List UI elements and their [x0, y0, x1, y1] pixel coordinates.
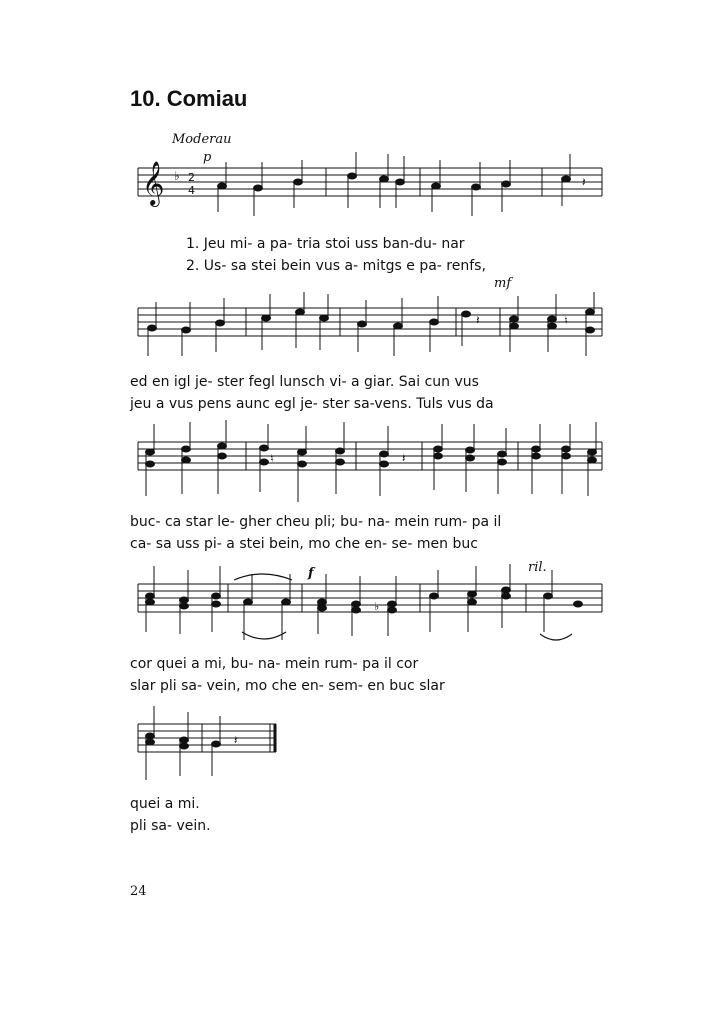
music-staff-1	[130, 146, 610, 226]
lyrics-line-5b: pli sa- vein.	[130, 818, 211, 834]
dynamic-f: f	[308, 566, 314, 581]
rest-icon: 𝄽	[582, 175, 586, 189]
natural-icon: ♮	[270, 452, 274, 465]
lyrics-line-1a: 1. Jeu mi- a pa- tria stoi uss ban-du- nar	[186, 236, 465, 252]
lyrics-line-4a: cor quei a mi, bu- na- mein rum- pa il cor	[130, 656, 419, 672]
dynamic-p: p	[203, 150, 212, 165]
time-signature-top: 2	[188, 171, 195, 184]
time-signature-bottom: 4	[188, 184, 195, 197]
lyrics-line-3b: ca- sa uss pi- a stei bein, mo che en- se- men buc	[130, 536, 478, 552]
song-title: 10. Comiau	[130, 86, 248, 111]
flat-icon: ♭	[174, 169, 180, 183]
flat-icon: ♭	[374, 600, 380, 613]
music-staff-5	[130, 700, 290, 790]
rest-icon: 𝄽	[234, 733, 238, 747]
dynamic-mf: mf	[494, 276, 512, 291]
rest-icon: 𝄽	[402, 451, 406, 465]
natural-icon: ♮	[564, 314, 568, 327]
tempo-marking: Moderau	[172, 132, 232, 147]
lyrics-line-1b: 2. Us- sa stei bein vus a- mitgs e pa- renfs,	[186, 258, 486, 274]
treble-clef-icon: 𝄞	[142, 161, 165, 205]
lyrics-line-2a: ed en igl je- ster fegl lunsch vi- a giar. Sai cun vus	[130, 374, 479, 390]
rest-icon: 𝄽	[476, 313, 480, 327]
lyrics-line-2b: jeu a vus pens aunc egl je- ster sa-vens. Tuls vus da	[130, 396, 494, 412]
music-staff-4	[130, 560, 610, 650]
lyrics-line-5a: quei a mi.	[130, 796, 200, 812]
dynamic-ril: ril.	[528, 560, 547, 575]
music-staff-3	[130, 418, 610, 506]
music-staff-2	[130, 290, 610, 370]
lyrics-line-4b: slar pli sa- vein, mo che en- sem- en buc slar	[130, 678, 445, 694]
lyrics-line-3a: buc- ca star le- gher cheu pli; bu- na- mein rum- pa il	[130, 514, 502, 530]
page-number: 24	[130, 884, 147, 899]
